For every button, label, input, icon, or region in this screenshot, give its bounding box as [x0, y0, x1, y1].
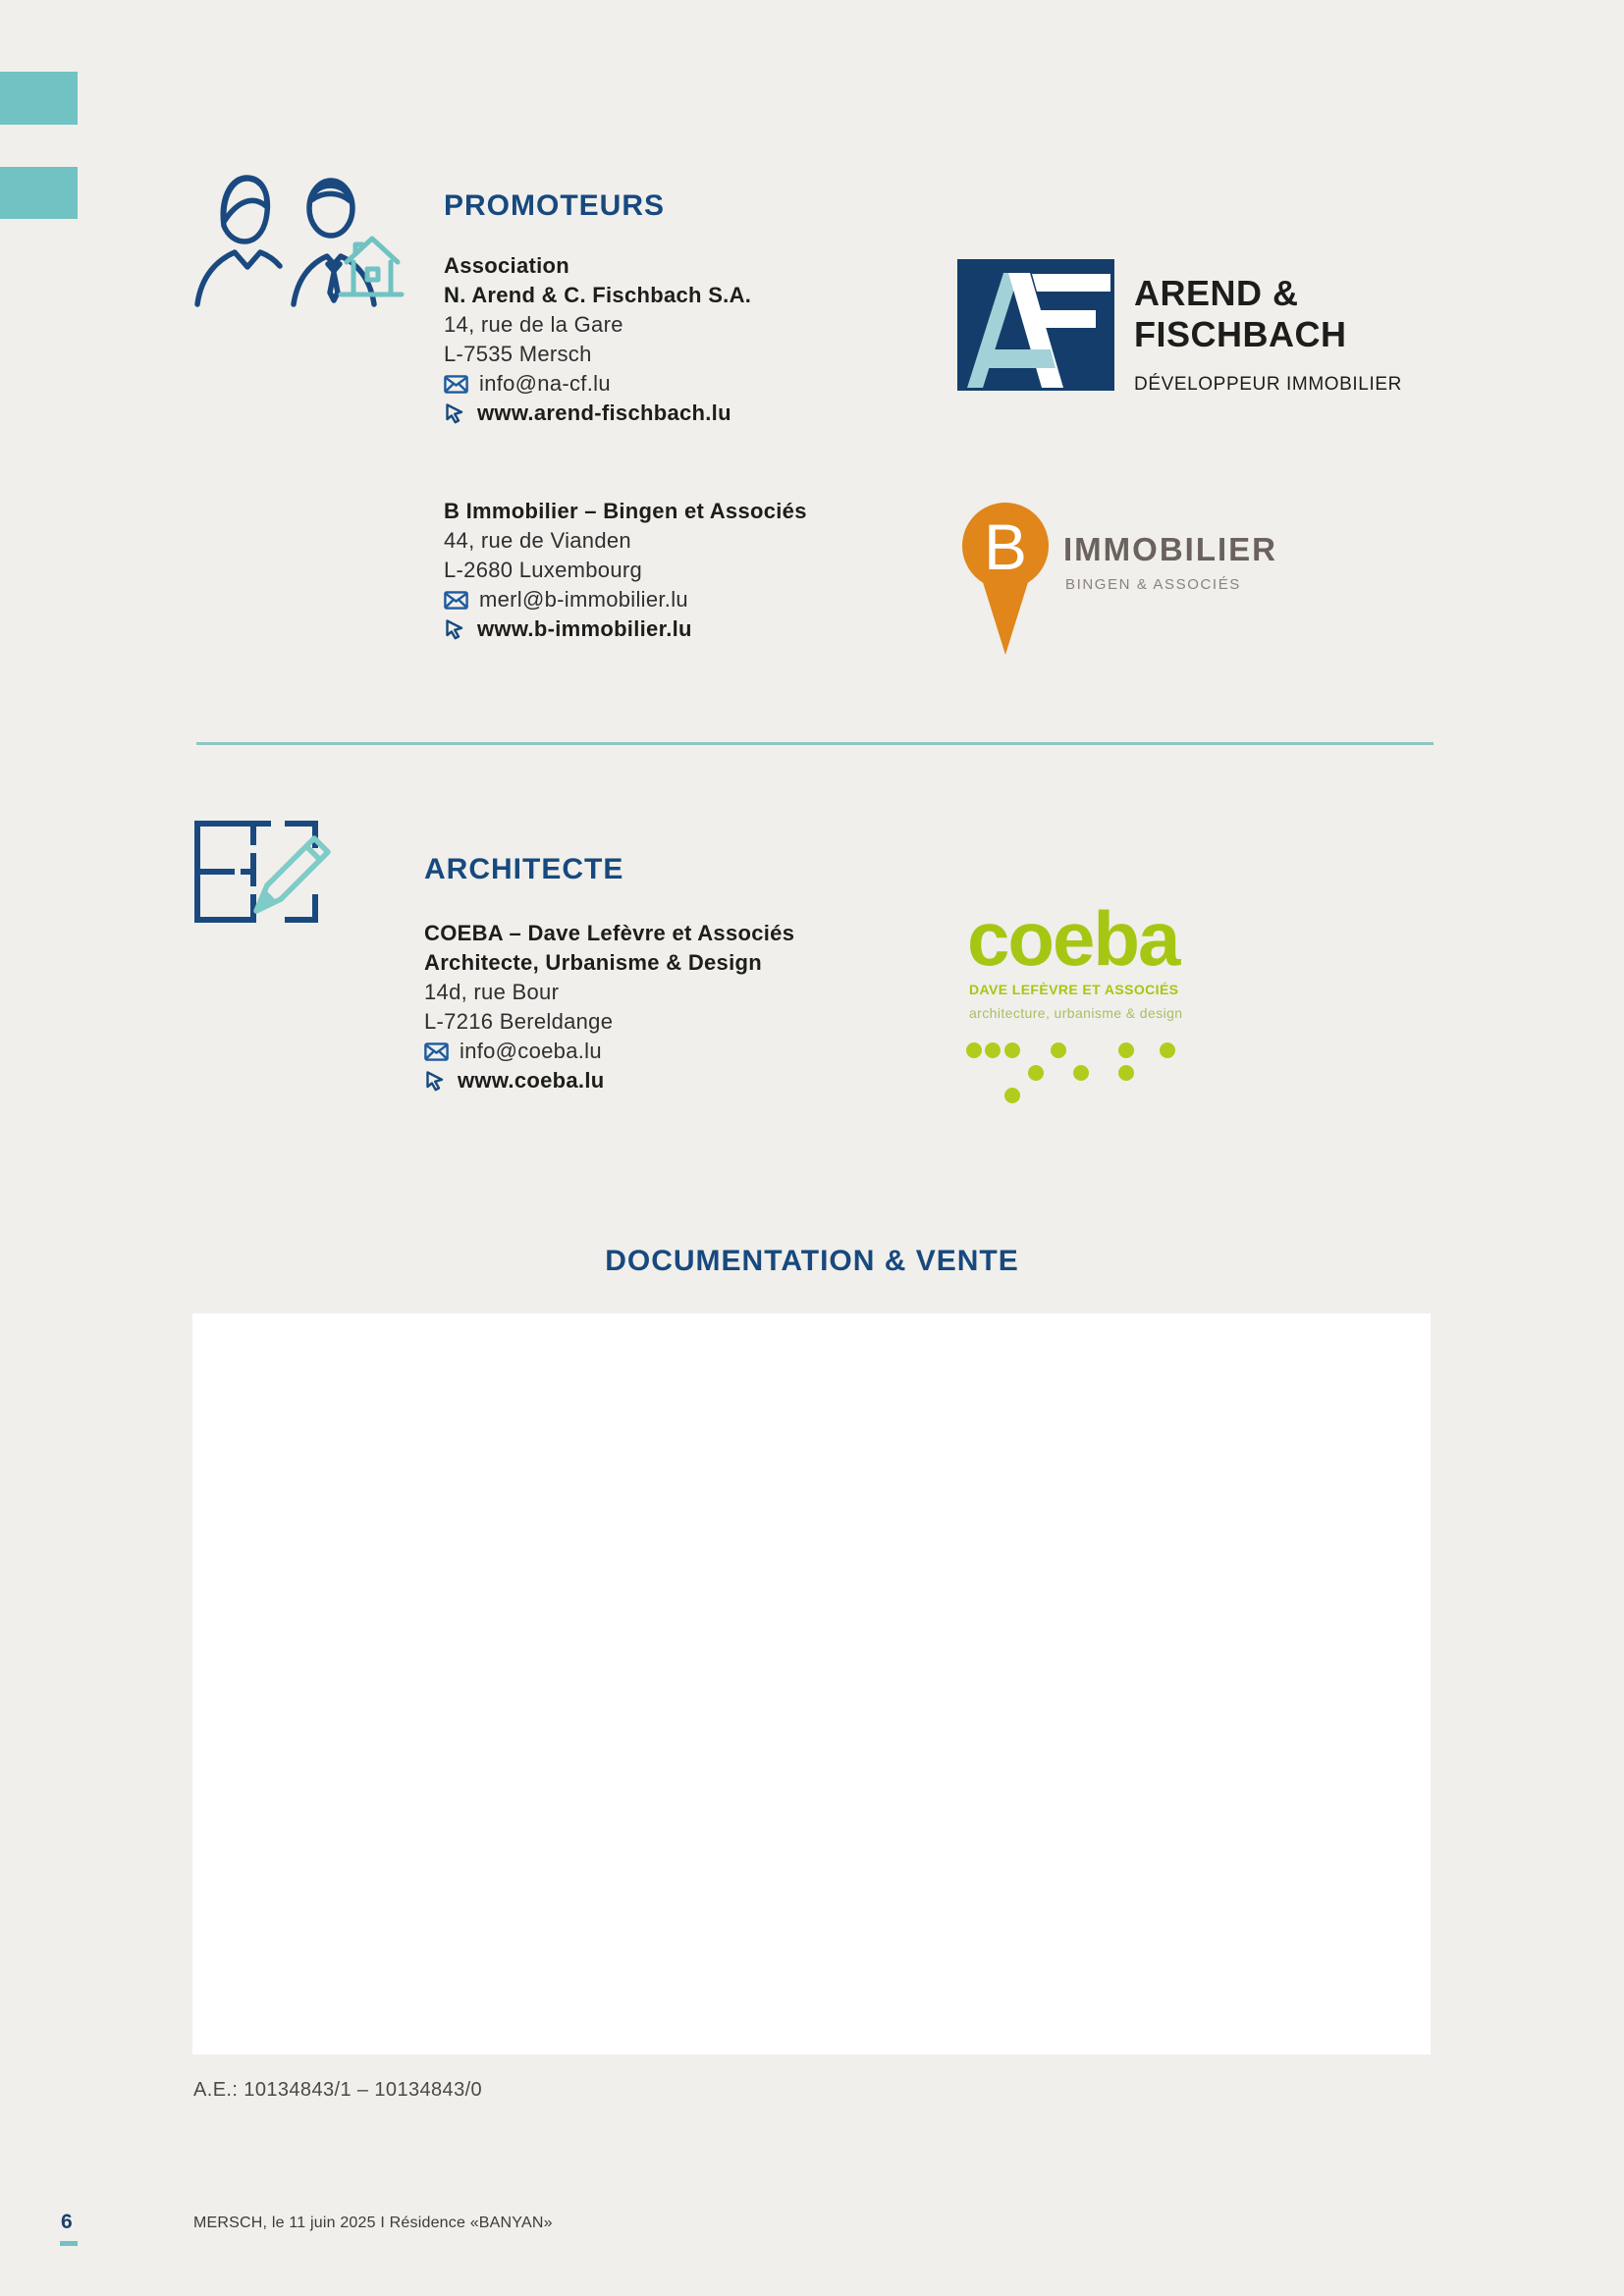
architecte-heading: ARCHITECTE: [424, 853, 624, 885]
cursor-icon: [444, 402, 466, 425]
arend-fischbach-contact-block: [444, 251, 751, 428]
arend-street: 14, rue de la Gare: [444, 312, 623, 337]
footer-text: MERSCH, le 11 juin 2025 I Résidence «BANYAN»: [193, 2215, 553, 2231]
bimmo-email[interactable]: merl@b-immobilier.lu: [479, 587, 688, 612]
cursor-icon: [444, 618, 466, 641]
coeba-street: 14d, rue Bour: [424, 980, 560, 1004]
coeba-city: L-7216 Bereldange: [424, 1009, 614, 1034]
b-pin-letter: B: [983, 510, 1028, 583]
teal-accent-bar-top: [0, 72, 78, 125]
arend-email[interactable]: info@na-cf.lu: [479, 371, 611, 396]
envelope-icon: [444, 375, 468, 394]
architect-plan-pencil-icon: [194, 821, 342, 930]
b-immobilier-pin-icon: [960, 503, 1054, 658]
envelope-icon: [444, 591, 468, 610]
b-immobilier-logo: [960, 503, 1054, 663]
promoteurs-heading: PROMOTEURS: [444, 189, 666, 222]
bimmo-city: L-2680 Luxembourg: [444, 558, 643, 582]
page-number: 6: [61, 2211, 73, 2233]
bimmo-street: 44, rue de Vianden: [444, 528, 631, 553]
arend-fischbach-logo: [957, 259, 1114, 396]
arend-fischbach-logo-text: [1134, 273, 1402, 405]
b-immobilier-contact-block: [444, 497, 807, 644]
coeba-email[interactable]: info@coeba.lu: [460, 1039, 602, 1063]
promoters-people-house-icon: [191, 163, 406, 317]
arend-name-line1: Association: [444, 253, 569, 278]
arend-name-line2: N. Arend & C. Fischbach S.A.: [444, 283, 752, 307]
bimmo-name: B Immobilier – Bingen et Associés: [444, 499, 807, 523]
arend-fischbach-logo-mark: [957, 259, 1114, 391]
coeba-logo-sub2: architecture, urbanisme & design: [969, 1005, 1183, 1021]
coeba-logo-dots: [966, 1042, 1178, 1108]
bimmo-website[interactable]: www.b-immobilier.lu: [477, 616, 692, 641]
arend-website[interactable]: www.arend-fischbach.lu: [477, 400, 731, 425]
arend-city: L-7535 Mersch: [444, 342, 592, 366]
af-logo-line1: AREND &: [1134, 273, 1299, 313]
coeba-logo-sub1: DAVE LEFÈVRE ET ASSOCIÉS: [969, 982, 1179, 997]
af-logo-tagline: DÉVELOPPEUR IMMOBILIER: [1134, 374, 1402, 395]
coeba-website[interactable]: www.coeba.lu: [458, 1068, 605, 1093]
ae-reference: A.E.: 10134843/1 – 10134843/0: [193, 2079, 483, 2101]
bimmo-logo-sub: BINGEN & ASSOCIÉS: [1065, 576, 1241, 593]
section-divider: [196, 742, 1434, 745]
envelope-icon: [424, 1042, 449, 1061]
coeba-contact-block: [424, 919, 794, 1095]
documentation-vente-heading: DOCUMENTATION & VENTE: [605, 1245, 1019, 1277]
af-logo-line2: FISCHBACH: [1134, 314, 1347, 354]
documentation-content-box: [192, 1313, 1431, 2055]
teal-accent-bar-bottom: [0, 167, 78, 219]
bimmo-logo-name: IMMOBILIER: [1063, 531, 1277, 567]
coeba-logo-wordmark: coeba: [967, 895, 1179, 982]
cursor-icon: [424, 1070, 447, 1093]
page-number-underline: [60, 2241, 78, 2246]
coeba-name-line2: Architecte, Urbanisme & Design: [424, 950, 762, 975]
coeba-name-line1: COEBA – Dave Lefèvre et Associés: [424, 921, 795, 945]
